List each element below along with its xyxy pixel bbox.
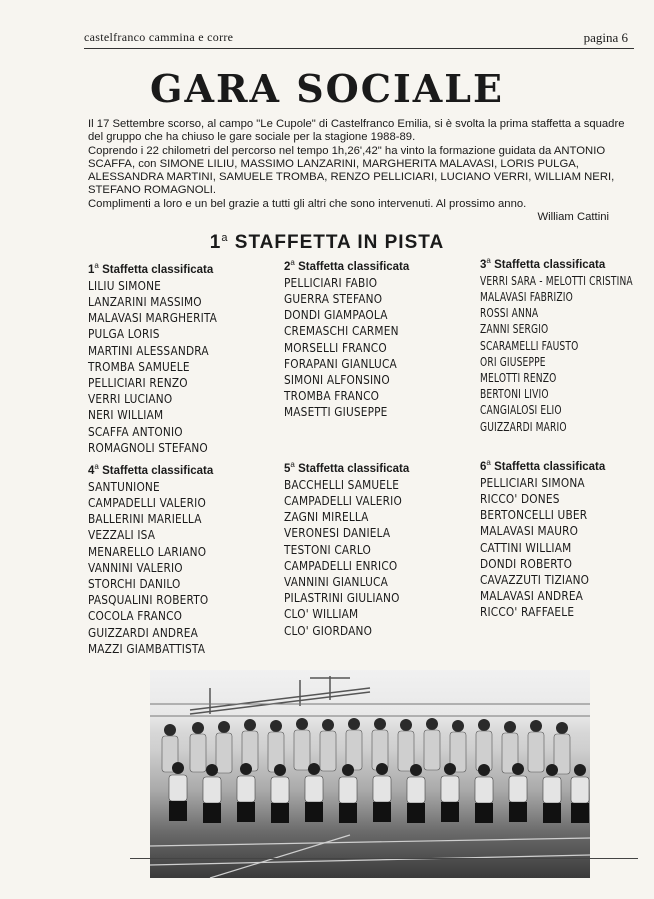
relay-member: CAMPADELLI VALERIO [284, 494, 402, 509]
section-title-text: STAFFETTA IN PISTA [234, 232, 445, 253]
group-photo [150, 670, 590, 878]
intro-paragraph: Complimenti a loro e un bel grazie a tutti gli altri che sono intervenuti. Al prossimo anno. [88, 197, 527, 210]
article-intro [88, 118, 633, 224]
relay-member: TESTONI CARLO [284, 542, 372, 557]
relay-member: MENARELLO LARIANO [88, 544, 207, 559]
relay-member: MARTINI ALESSANDRA [88, 343, 209, 358]
relay-member: BACCHELLI SAMUELE [284, 477, 400, 492]
relay-member-list [480, 273, 650, 435]
relay-member: TROMBA FRANCO [284, 389, 380, 404]
relay-member: PELLICIARI FABIO [284, 275, 378, 290]
relay-member: GUERRA STEFANO [284, 292, 383, 307]
relay-member-list [284, 275, 454, 421]
section-number: 1 [209, 232, 222, 253]
relay-member: NERI WILLIAM [88, 408, 164, 423]
relay-member: VERRI SARA - MELOTTI CRISTINA [480, 273, 633, 288]
relay-member: PELLICIARI RENZO [88, 376, 188, 391]
relay-member: BERTONCELLI UBER [480, 508, 588, 523]
relay-member: CAMPADELLI ENRICO [284, 558, 398, 573]
relay-member: CAMPADELLI VALERIO [88, 496, 206, 511]
relay-member: LANZARINI MASSIMO [88, 295, 202, 310]
relay-heading: 1$^a$ Staffetta classificata [88, 261, 214, 276]
relay-member: ORI GIUSEPPE [480, 354, 546, 369]
relay-member-list [88, 278, 258, 456]
relay-member: ROMAGNOLI STEFANO [88, 440, 208, 455]
relay-member: VEZZALI ISA [88, 528, 156, 543]
relay-heading: 2$^a$ Staffetta classificata [284, 258, 410, 273]
relay-member: MASETTI GIUSEPPE [284, 405, 388, 420]
relay-member-list [88, 479, 258, 657]
relay-member: MAZZI GIAMBATTISTA [88, 641, 206, 656]
relay-team-6 [480, 458, 650, 621]
intro-paragraph: Il 17 Settembre scorso, al campo "Le Cupole" di Castelfranco Emilia, si è svolta la prima staffetta a squadre del gruppo che ha chiuso le gare sociale per la stagione 1988-89. [88, 118, 625, 144]
relay-member: MALAVASI ANDREA [480, 589, 584, 604]
relay-heading: 5$^a$ Staffetta classificata [284, 460, 410, 475]
relay-member: CREMASCHI CARMEN [284, 324, 399, 339]
relay-member: ROSSI ANNA [480, 306, 539, 321]
relay-heading: 3$^a$ Staffetta classificata [480, 256, 606, 271]
relay-member: MALAVASI MAURO [480, 524, 579, 539]
relay-heading: 4$^a$ Staffetta classificata [88, 462, 214, 477]
relay-member: TROMBA SAMUELE [88, 359, 190, 374]
author-signature: William Cattini [537, 211, 609, 224]
relay-member: SANTUNIONE [88, 479, 160, 494]
page-number: pagina 6 [583, 30, 628, 45]
relay-member: MELOTTI RENZO [480, 371, 557, 386]
relay-team-1 [88, 261, 258, 456]
photo-divider [130, 858, 638, 859]
relay-member: DONDI ROBERTO [480, 556, 573, 571]
section-ordinal: a [221, 232, 229, 244]
relay-member: ZANNI SERGIO [480, 322, 549, 337]
relay-member: CAVAZZUTI TIZIANO [480, 573, 590, 588]
relay-member: DONDI GIAMPAOLA [284, 308, 388, 323]
relay-member: CLO' GIORDANO [284, 623, 373, 638]
relay-member: CLO' WILLIAM [284, 607, 359, 622]
relay-member: VERONESI DANIELA [284, 526, 391, 541]
relay-member: CATTINI WILLIAM [480, 540, 572, 555]
relay-member: VANNINI GIANLUCA [284, 575, 388, 590]
intro-paragraph: Coprendo i 22 chilometri del percorso nel tempo 1h,26',42" ha vinto la formazione guidata da ANTONIO SCAFFA, con SIMONE LILIU, MASSIMO LANZARINI, MARGHERITA MALAVASI, LORIS PULGA, ALESSANDRA MARTINI, SAMUELE TROMBA, RENZO PELLICIARI, LUCIANO VERRI, WILLIAM NERI, STEFANO ROMAGNOLI. [88, 144, 615, 197]
section-heading [0, 232, 654, 254]
relay-member: PILASTRINI GIULIANO [284, 591, 400, 606]
relay-member: FORAPANI GIANLUCA [284, 356, 397, 371]
relay-team-4 [88, 462, 258, 657]
relay-member: LILIU SIMONE [88, 278, 162, 293]
relay-member-list [480, 475, 650, 621]
relay-member: STORCHI DANILO [88, 577, 181, 592]
group-photo-drawing [150, 670, 590, 878]
relay-member: RICCO' DONES [480, 492, 560, 507]
header-divider [84, 48, 634, 49]
relay-member: MALAVASI FABRIZIO [480, 290, 573, 305]
relay-member: GUIZZARDI MARIO [480, 419, 567, 434]
relay-member: VANNINI VALERIO [88, 560, 183, 575]
relay-team-5 [284, 460, 454, 639]
relay-member: SCAFFA ANTONIO [88, 424, 183, 439]
relay-team-2 [284, 258, 454, 421]
relay-team-3 [480, 256, 650, 435]
relay-heading: 6$^a$ Staffetta classificata [480, 458, 606, 473]
relay-member: SIMONI ALFONSINO [284, 373, 390, 388]
relay-member: RICCO' RAFFAELE [480, 605, 575, 620]
relay-member: COCOLA FRANCO [88, 609, 183, 624]
relay-member: VERRI LUCIANO [88, 392, 173, 407]
page-header [84, 30, 634, 48]
relay-member: BERTONI LIVIO [480, 387, 549, 402]
relay-member-list [284, 477, 454, 639]
publication-name: castelfranco cammina e corre [84, 30, 234, 44]
relay-member: PASQUALINI ROBERTO [88, 593, 209, 608]
relay-member: SCARAMELLI FAUSTO [480, 338, 579, 353]
relay-member: CANGIALOSI ELIO [480, 403, 562, 418]
relay-member: MORSELLI FRANCO [284, 340, 387, 355]
relay-member: GUIZZARDI ANDREA [88, 625, 198, 640]
relay-member: MALAVASI MARGHERITA [88, 311, 218, 326]
relay-member: BALLERINI MARIELLA [88, 512, 202, 527]
relay-member: ZAGNI MIRELLA [284, 510, 369, 525]
relay-member: PULGA LORIS [88, 327, 160, 342]
relay-member: PELLICIARI SIMONA [480, 475, 585, 490]
article-title: GARA SOCIALE [150, 66, 504, 111]
